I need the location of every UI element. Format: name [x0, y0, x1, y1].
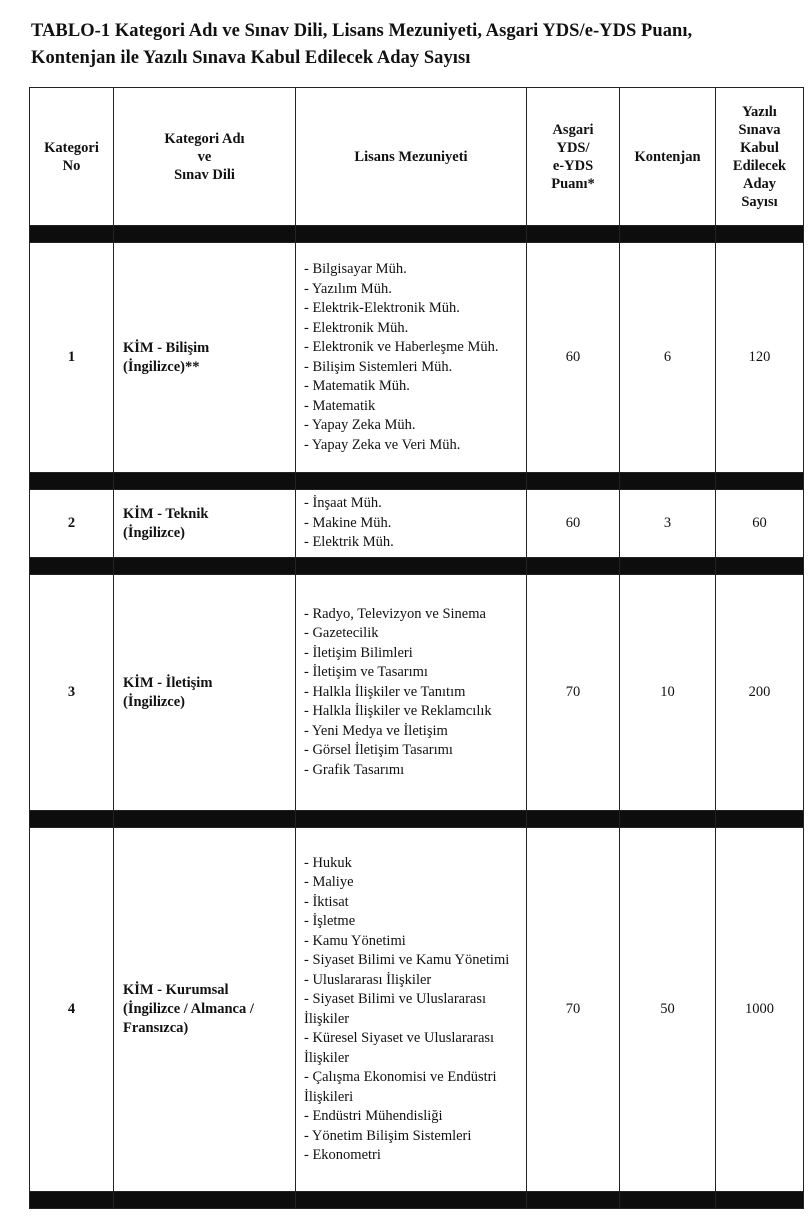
list-item: - Radyo, Televizyon ve Sinema	[304, 605, 486, 622]
quota: 10	[620, 575, 716, 811]
list-item: - Ekonometri	[304, 1147, 381, 1163]
title-line-2: Kontenjan ile Yazılı Sınava Kabul Edilecek Aday Sayısı	[31, 48, 471, 68]
table-row	[30, 828, 804, 1192]
list-item: - Elektrik Müh.	[304, 534, 394, 551]
category-no: 4	[30, 828, 114, 1192]
candidate-count: 120	[716, 243, 804, 473]
list-item: - İktisat	[304, 893, 349, 910]
list-item: - Maliye	[304, 874, 354, 890]
min-score: 60	[527, 490, 620, 558]
list-item: - Çalışma Ekonomisi ve Endüstri İlişkileri	[304, 1069, 497, 1105]
list-item: - Halkla İlişkiler ve Tanıtım	[304, 683, 466, 700]
list-item: - Bilişim Sistemleri Müh.	[304, 358, 453, 375]
quota: 6	[620, 243, 716, 473]
program-list	[296, 575, 527, 811]
list-item: - Grafik Tasarımı	[304, 761, 405, 778]
list-item: - Uluslararası İlişkiler	[304, 971, 432, 988]
list-item: - İşletme	[304, 913, 356, 929]
category-name: KİM - Bilişim (İngilizce)**	[114, 243, 296, 473]
candidate-count: 60	[716, 490, 804, 558]
category-no: 1	[30, 243, 114, 473]
list-item: - Elektronik Müh.	[304, 319, 409, 336]
list-item: - Gazetecilik	[304, 625, 379, 642]
list-item: - Yazılım Müh.	[304, 280, 392, 297]
list-item: - Makine Müh.	[304, 514, 392, 531]
list-item: - Siyaset Bilimi ve Kamu Yönetimi	[304, 952, 510, 968]
category-table	[29, 87, 804, 1209]
category-no: 2	[30, 490, 114, 558]
list-item: - Matematik Müh.	[304, 378, 410, 394]
list-item: - Matematik	[304, 397, 376, 414]
quota: 50	[620, 828, 716, 1192]
separator-row	[30, 226, 804, 243]
list-item: - Yapay Zeka Müh.	[304, 417, 416, 433]
list-item: - Yeni Medya ve İletişim	[304, 722, 448, 739]
table-row	[30, 575, 804, 811]
list-item: - Kamu Yönetimi	[304, 932, 406, 949]
page-title	[31, 18, 807, 72]
list-item: - İletişim Bilimleri	[304, 644, 413, 661]
separator-row	[30, 811, 804, 828]
program-list	[296, 243, 527, 473]
list-item: - Bilgisayar Müh.	[304, 261, 407, 277]
header-row	[30, 88, 804, 226]
header-kontenjan: Kontenjan	[620, 88, 716, 226]
header-lisans-mezuniyeti: Lisans Mezuniyeti	[296, 88, 527, 226]
title-line-1: TABLO-1 Kategori Adı ve Sınav Dili, Lisans Mezuniyeti, Asgari YDS/e-YDS Puanı,	[31, 21, 693, 41]
category-name: KİM - Kurumsal (İngilizce / Almanca / Fransızca)	[114, 828, 296, 1192]
candidate-count: 1000	[716, 828, 804, 1192]
category-name: KİM - Teknik (İngilizce)	[114, 490, 296, 558]
list-item: - Elektrik-Elektronik Müh.	[304, 300, 460, 316]
quota: 3	[620, 490, 716, 558]
table-row	[30, 243, 804, 473]
list-item: - Küresel Siyaset ve Uluslararası İlişkiler	[304, 1030, 495, 1066]
list-item: - İnşaat Müh.	[304, 495, 382, 512]
min-score: 70	[527, 575, 620, 811]
list-item: - Halkla İlişkiler ve Reklamcılık	[304, 703, 492, 720]
min-score: 70	[527, 828, 620, 1192]
list-item: - Yapay Zeka ve Veri Müh.	[304, 436, 461, 453]
list-item: - Görsel İletişim Tasarımı	[304, 742, 453, 759]
separator-row	[30, 558, 804, 575]
separator-row	[30, 473, 804, 490]
list-item: - Elektronik ve Haberleşme Müh.	[304, 339, 499, 355]
min-score: 60	[527, 243, 620, 473]
header-yazili-aday: Yazılı Sınava Kabul Edilecek Aday Sayısı	[716, 88, 804, 226]
list-item: - İletişim ve Tasarımı	[304, 664, 428, 681]
header-kategori-no: Kategori No	[30, 88, 114, 226]
category-name: KİM - İletişim (İngilizce)	[114, 575, 296, 811]
header-asgari-puan: Asgari YDS/ e-YDS Puanı*	[527, 88, 620, 226]
category-no: 3	[30, 575, 114, 811]
candidate-count: 200	[716, 575, 804, 811]
list-item: - Yönetim Bilişim Sistemleri	[304, 1127, 472, 1144]
header-kategori-adi: Kategori Adı ve Sınav Dili	[114, 88, 296, 226]
separator-row	[30, 1192, 804, 1209]
table-row	[30, 490, 804, 558]
list-item: - Hukuk	[304, 854, 352, 871]
list-item: - Endüstri Mühendisliği	[304, 1108, 443, 1124]
program-list	[296, 490, 527, 558]
program-list	[296, 828, 527, 1192]
list-item: - Siyaset Bilimi ve Uluslararası İlişkiler	[304, 991, 487, 1027]
